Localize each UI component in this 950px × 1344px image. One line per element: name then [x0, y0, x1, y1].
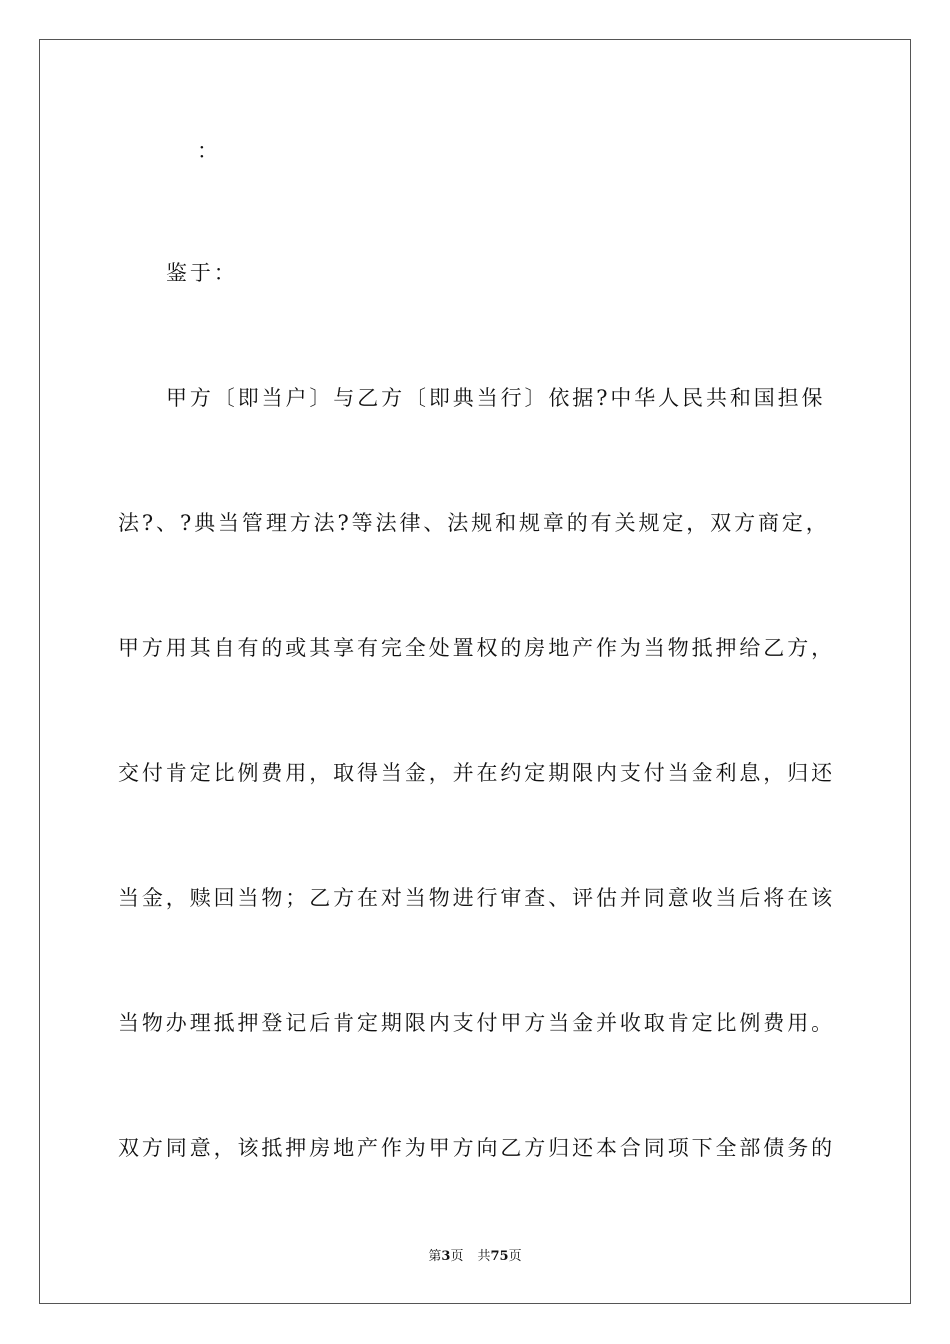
page-prefix: 第	[428, 1249, 442, 1264]
body-line: 甲方用其自有的或其享有完全处置权的房地产作为当物抵押给乙方，	[118, 636, 835, 660]
body-line: 交付肯定比例费用，取得当金，并在约定期限内支付当金利息，归还	[118, 761, 835, 785]
total-pages: 75	[490, 1249, 509, 1264]
total-suffix: 页	[508, 1249, 522, 1264]
page-border	[39, 39, 911, 1304]
body-line: 当金，赎回当物；乙方在对当物进行审查、评估并同意收当后将在该	[118, 886, 835, 910]
body-line-colon: ：	[197, 139, 221, 163]
page-number: 3	[441, 1249, 451, 1264]
page-footer	[0, 1250, 950, 1263]
page-suffix: 页	[450, 1249, 464, 1264]
body-line-whereas: 鉴于：	[166, 261, 238, 285]
body-line: 双方同意，该抵押房地产作为甲方向乙方归还本合同项下全部债务的	[118, 1136, 835, 1160]
body-line: 甲方〔即当户〕与乙方〔即典当行〕依据?中华人民共和国担保	[166, 386, 826, 410]
total-prefix: 共	[477, 1249, 491, 1264]
body-line: 当物办理抵押登记后肯定期限内支付甲方当金并收取肯定比例费用。	[118, 1011, 835, 1035]
body-line: 法?、?典当管理方法?等法律、法规和规章的有关规定，双方商定，	[118, 511, 830, 535]
